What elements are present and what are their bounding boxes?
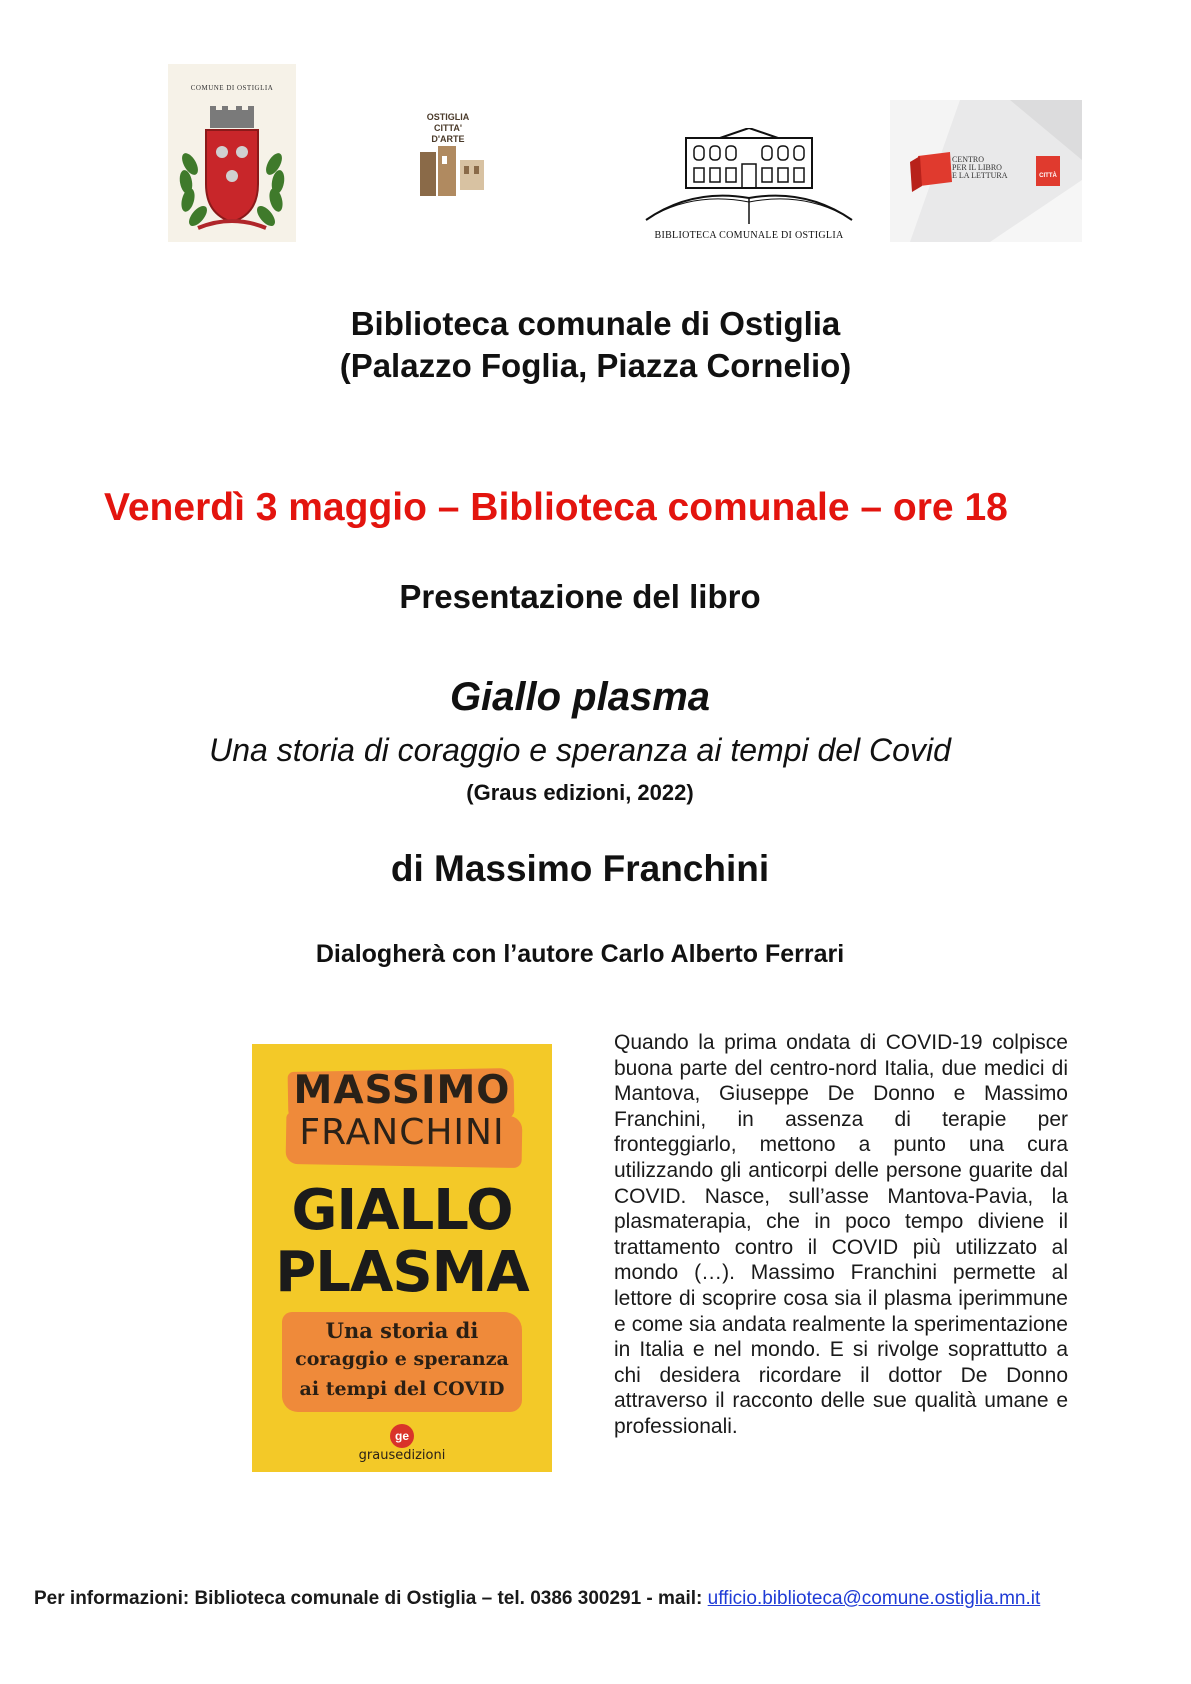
cover-subtitle-2: coraggio e speranza	[295, 1348, 509, 1370]
library-name: Biblioteca comunale di Ostiglia	[350, 305, 841, 342]
footer-email-link[interactable]: ufficio.biblioteca@comune.ostiglia.mn.it	[707, 1588, 1041, 1609]
book-publisher: (Graus edizioni, 2022)	[466, 780, 694, 805]
comune-caption: COMUNE DI OSTIGLIA	[190, 84, 274, 92]
book-title: Giallo plasma	[449, 675, 711, 719]
footer-info	[34, 1588, 1174, 1610]
cover-publisher: grausedizioni	[358, 1448, 446, 1463]
cover-subtitle-3: ai tempi del COVID	[299, 1378, 505, 1400]
book-description: Quando la prima ondata di COVID-19 colpisce buona parte del centro-nord Italia, due medici di Mantova, Giuseppe De Donno e Massimo Franchini, in assenza di terapie per fronteggiarlo, mettono a punto una cura utilizzando gli anticorpi delle persone guarite dal COVID. Nasce, sull’asse Mantova-Pavia, la plasmaterapia, che in poco tempo diviene il trattamento contro il COVID più utilizzato al mondo (…). Massimo Franchini permette al lettore di scoprire cosa sia il plasma iperimmune e come sia andata realmente la sperimentazione in Italia e nel mondo. E si rivolge soprattutto a chi desidera ricordare il dottor De Donno attraverso il racconto delle sue qualità umane e professionali.	[614, 1031, 1068, 1438]
cover-subtitle-1: Una storia di	[325, 1318, 479, 1343]
comune-ostiglia-logo	[168, 64, 296, 242]
cepell-logo	[890, 100, 1082, 242]
cepell-badge: CITTÀ	[1036, 156, 1060, 186]
biblioteca-logo	[642, 128, 856, 246]
biblioteca-caption: BIBLIOTECA COMUNALE DI OSTIGLIA	[654, 230, 844, 241]
coat-of-arms-icon	[168, 64, 296, 242]
event-date-time: Venerdì 3 maggio – Biblioteca comunale – ore 18	[104, 486, 1008, 529]
library-address: (Palazzo Foglia, Piazza Cornelio)	[339, 347, 852, 384]
cover-title-1: GIALLO	[291, 1178, 513, 1243]
citta-darte-text: OSTIGLIA CITTA' D'ARTE	[426, 112, 470, 144]
book-cover	[252, 1044, 552, 1472]
footer-text: Per informazioni: Biblioteca comunale di Ostiglia – tel. 0386 300291 - mail:	[34, 1588, 708, 1609]
dialog-line: Dialogherà con l’autore Carlo Alberto Ferrari	[315, 940, 845, 968]
book-author: di Massimo Franchini	[390, 848, 770, 889]
presentation-heading: Presentazione del libro	[399, 578, 761, 615]
book-subtitle: Una storia di coraggio e speranza ai tempi del Covid	[209, 732, 951, 768]
library-building-icon	[642, 128, 856, 228]
graus-logo-icon: ge	[390, 1424, 414, 1448]
citta-darte-logo	[398, 112, 498, 200]
cepell-text: CENTRO PER IL LIBRO E LA LETTURA	[952, 155, 1008, 180]
tower-icon	[398, 112, 498, 200]
cover-title-2: PLASMA	[275, 1240, 529, 1305]
cover-author-1: MASSIMO	[293, 1068, 511, 1113]
cover-author-2: FRANCHINI	[299, 1112, 505, 1153]
